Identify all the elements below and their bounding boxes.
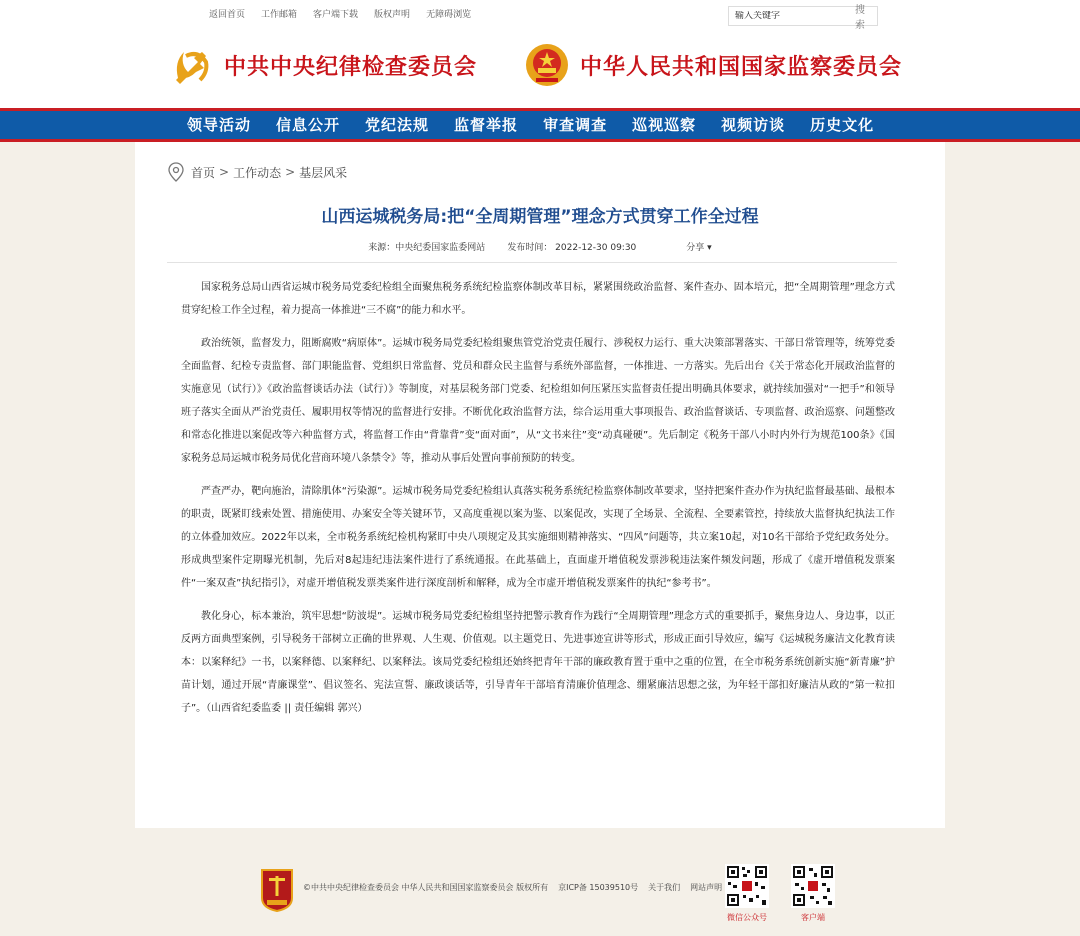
nav-investigation[interactable]: 审查调查: [543, 116, 608, 134]
qr-wechat-label: 微信公众号: [727, 913, 767, 922]
jiwei-logo-icon: [258, 868, 296, 912]
footer-statement-link[interactable]: 网站声明: [690, 883, 723, 892]
utility-links: [209, 7, 471, 20]
nav-video[interactable]: 视频访谈: [721, 116, 786, 134]
link-copyright[interactable]: 版权声明: [374, 10, 411, 20]
article-body: [181, 276, 895, 730]
article-title: 山西运城税务局:把“全周期管理”理念方式贯穿工作全过程: [321, 207, 759, 227]
article-source: 来源：中央纪委国家监委网站: [368, 243, 486, 253]
search-input[interactable]: [735, 11, 855, 21]
search-button[interactable]: 搜索: [855, 5, 865, 31]
nav-disclosure[interactable]: 信息公开: [276, 116, 341, 134]
header: [0, 0, 1080, 108]
main-nav: [0, 108, 1080, 142]
link-home[interactable]: 返回首页: [209, 10, 246, 20]
divider: [167, 262, 897, 263]
qr-code-icon[interactable]: [791, 864, 835, 908]
article-paragraph: 教化身心，标本兼治，筑牢思想“防波堤”。运城市税务局党委纪检组坚持把警示教育作为践行“全周期管理”理念方式的重要抓手，聚焦身边人、身边事，以正反两方面典型案例，引导税务干部树立正确的世界观、人生观、价值观。以主题党日、先进事迹宣讲等形式，形成正面引导效应，编写《运城税务廉洁文化教育读本：以案释纪》一书，以案释德、以案释纪、以案释法。该局党委纪检组还始终把青年干部的廉政教育置于重中之重的位置，在全市税务系统创新实施“新青廉”护苗计划，通过开展“青廉课堂”、倡议签名、宪法宣誓、廉政谈话等，引导青年干部培育清廉价值理念、绷紧廉洁思想之弦，为年轻干部扣好廉洁从政的“第一粒扣子”。（山西省纪委监委 || 责任编辑 郭兴）: [181, 611, 895, 714]
article-container: [135, 142, 945, 828]
brand-nsc-title: 中华人民共和国国家监察委员会: [580, 53, 903, 80]
national-emblem-icon: [524, 42, 570, 88]
footer-icp[interactable]: 京ICP备 15039510号: [558, 883, 639, 892]
qr-client-label: 客户端: [801, 913, 825, 922]
search-box: [728, 5, 878, 31]
share-button[interactable]: [686, 240, 711, 253]
article-paragraph: 政治统领，监督发力，阻断腐败“病原体”。运城市税务局党委纪检组聚焦管党治党责任履行、涉税权力运行、重大决策部署落实、干部日常管理等，统筹党委全面监督、纪检专责监督、部门职能监督、党组织日常监督、党员和群众民主监督与系统外部监督，一体推进、一方落实。先后出台《关于常态化开展政治监督的实施意见（试行）》《政治监督谈话办法（试行）》等制度，对基层税务部门党委、纪检组如何压紧压实监督责任提出明确具体要求，就持续加强对“一把手”和领导班子落实全面从严治党责任、履职用权等情况的监督进行安排。不断优化政治监督方法，综合运用重大事项报告、政治监督谈话、专项监督、政治巡察、问题整改和常态化推进以案促改等六种监督方式，将监督工作由“背靠背”变“面对面”，从“文书来往”变“动真碰硬”。先后制定《税务干部八小时内外行为规范100条》《国家税务总局运城市税务局优化营商环境八条禁令》等，推动从事后处置向事前预防的转变。: [181, 338, 895, 464]
footer: [0, 828, 1080, 936]
nav-regulations[interactable]: 党纪法规: [365, 116, 430, 134]
link-work-email[interactable]: 工作邮箱: [261, 10, 298, 20]
chevron-down-icon: ▾: [707, 243, 712, 253]
footer-copyright: ©中共中央纪律检查委员会 中华人民共和国国家监察委员会 版权所有: [303, 883, 549, 892]
brand-ccdi-title: 中共中央纪律检查委员会: [224, 53, 478, 80]
breadcrumb-separator: >: [285, 165, 296, 179]
article-time: 发布时间： 2022-12-30 09:30: [507, 243, 637, 253]
nav-leadership[interactable]: 领导活动: [187, 116, 252, 134]
location-pin-icon: [167, 162, 185, 182]
article-paragraph: 国家税务总局山西省运城市税务局党委纪检组全面聚焦税务系统纪检监察体制改革目标，紧紧围绕政治监督、案件查办、固本培元，把“全周期管理”理念方式贯穿纪检工作全过程，着力提高一体推进“三不腐”的能力和水平。: [181, 282, 895, 316]
qr-code-icon[interactable]: [725, 864, 769, 908]
share-label: 分享: [686, 243, 705, 253]
breadcrumb-work-news[interactable]: 工作动态: [233, 165, 282, 180]
link-accessibility[interactable]: 无障碍浏览: [426, 10, 472, 20]
article-meta: [135, 240, 945, 253]
article-paragraph: 严查严办，靶向施治，清除肌体“污染源”。运城市税务局党委纪检组认真落实税务系统纪检监察体制改革要求，坚持把案件查办作为执纪监督最基础、最根本的职责，既紧盯线索处置、措施使用、办案安全等关键环节，又高度重视以案为鉴、以案促改，实现了全场景、全流程、全要素管控，持续放大监督执纪执法工作的立体叠加效应。2022年以来，全市税务系统纪检机构紧盯中央八项规定及其实施细则精神落实、“四风”问题等，共立案10起，对10名干部给予党纪政务处分。形成典型案件定期曝光机制，先后对8起违纪违法案件进行了系统通报。在此基础上，直面虚开增值税发票涉税违法案件频发问题，形成了《虚开增值税发票案件“一案双查”执纪指引》，对虚开增值税发票类案件进行深度剖析和解释，成为全市虚开增值税发票案件的执纪“参考书”。: [181, 486, 895, 589]
nav-inspection[interactable]: 巡视巡察: [632, 116, 697, 134]
footer-about-link[interactable]: 关于我们: [648, 883, 681, 892]
breadcrumb-separator: >: [219, 165, 230, 179]
nav-history[interactable]: 历史文化: [810, 116, 875, 134]
nav-report[interactable]: 监督举报: [454, 116, 519, 134]
footer-info: [303, 882, 722, 893]
breadcrumb: [167, 162, 347, 182]
breadcrumb-grassroots[interactable]: 基层风采: [299, 165, 348, 180]
party-emblem-icon: [168, 42, 214, 88]
brand-ccdi[interactable]: [168, 42, 477, 88]
brand-nsc[interactable]: [524, 42, 902, 88]
breadcrumb-home[interactable]: 首页: [191, 165, 216, 180]
link-client-download[interactable]: 客户端下载: [313, 10, 359, 20]
